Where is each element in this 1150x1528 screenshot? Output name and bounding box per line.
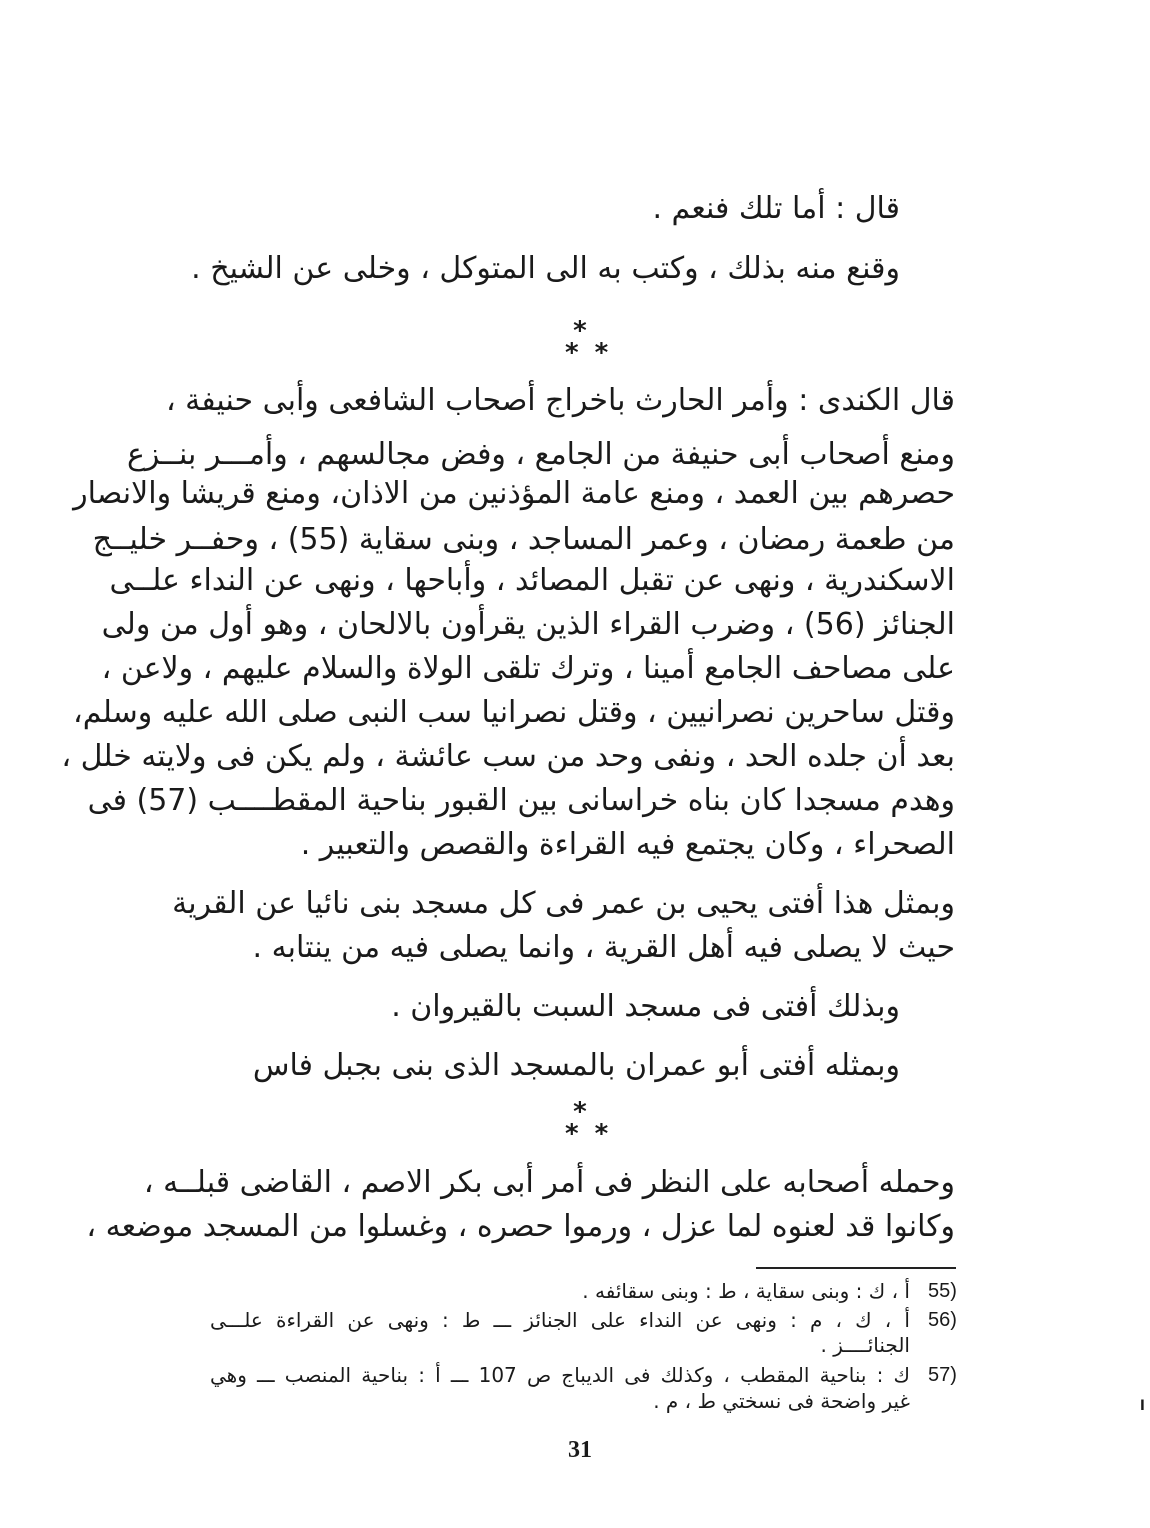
separator-stars: **	[564, 1119, 624, 1149]
text-line: وبذلك أفتى فى مسجد السبت بالقيروان .	[391, 989, 900, 1024]
text-line: وقتل ساحرين نصرانيين ، وقتل نصرانيا سب النبى صلى الله عليه وسلم،	[73, 695, 955, 730]
footnote-text: أ ، ك ، م : ونهى عن النداء على الجنائز ـــ ط : ونهى عن القراءة علـــى	[210, 1308, 910, 1332]
text-line: وحمله أصحابه على النظر فى أمر أبى بكر الاصم ، القاضى قبلــه ،	[143, 1165, 955, 1200]
text-line: من طعمة رمضان ، وعمر المساجد ، وبنى سقاية (55) ، وحفــر خليــج	[92, 522, 955, 557]
text-line: الاسكندرية ، ونهى عن تقبل المصائد ، وأباحها ، ونهى عن النداء علــى	[109, 563, 955, 598]
text-line: وبمثل هذا أفتى يحيى بن عمر فى كل مسجد بنى نائيا عن القرية	[172, 886, 955, 921]
footnote-text: غير واضحة فى نسختي ط ، م .	[653, 1389, 910, 1413]
footnote-number: 56)	[928, 1309, 957, 1331]
text-line: بعد أن جلده الحد ، ونفى وحد من سب عائشة ، ولم يكن فى ولايته خلل ،	[61, 739, 955, 774]
footnote-text: الجنائــــز .	[820, 1333, 910, 1357]
separator-stars: **	[564, 338, 624, 368]
section-separator	[550, 316, 624, 368]
separator-star: *	[572, 1097, 588, 1127]
separator-star: *	[572, 316, 588, 346]
text-line: حصرهم بين العمد ، ومنع عامة المؤذنين من الاذان، ومنع قريشا والانصار	[73, 476, 955, 511]
page-number: 31	[568, 1437, 592, 1463]
text-line: حيث لا يصلى فيه أهل القرية ، وانما يصلى فيه من ينتابه .	[252, 930, 955, 965]
footnote-number: 55)	[928, 1280, 957, 1302]
footnote-text: ك : بناحية المقطب ، وكذلك فى الديباج ص 107 ـــ أ : بناحية المنصب ـــ وهي	[210, 1363, 910, 1387]
text-line: وقنع منه بذلك ، وكتب به الى المتوكل ، وخلى عن الشيخ .	[191, 251, 900, 286]
footnote-text: أ ، ك : وبنى سقاية ، ط : وبنى سقائفه .	[582, 1279, 910, 1303]
text-line: ومنع أصحاب أبى حنيفة من الجامع ، وفض مجالسهم ، وأمـــر بنــزع	[126, 437, 955, 472]
text-line: الصحراء ، وكان يجتمع فيه القراءة والقصص والتعبير .	[300, 827, 955, 862]
text-line: وكانوا قد لعنوه لما عزل ، ورموا حصره ، وغسلوا من المسجد موضعه ،	[86, 1209, 955, 1244]
text-line: وهدم مسجدا كان بناه خراسانى بين القبور بناحية المقطــــب (57) فى	[87, 783, 955, 818]
footnote-number: 57)	[928, 1364, 957, 1386]
text-line: على مصاحف الجامع أمينا ، وترك تلقى الولاة والسلام عليهم ، ولاعن ،	[101, 651, 955, 686]
footnote-rule	[756, 1267, 956, 1269]
text-line: الجنائز (56) ، وضرب القراء الذين يقرأون بالالحان ، وهو أول من ولى	[101, 607, 955, 642]
text-line: وبمثله أفتى أبو عمران بالمسجد الذى بنى بجبل فاس	[252, 1048, 900, 1083]
scan-edge-mark: ا	[1140, 1398, 1145, 1414]
section-separator	[550, 1097, 624, 1149]
text-line: قال : أما تلك فنعم .	[652, 191, 900, 226]
text-line: قال الكندى : وأمر الحارث باخراج أصحاب الشافعى وأبى حنيفة ،	[165, 383, 955, 418]
